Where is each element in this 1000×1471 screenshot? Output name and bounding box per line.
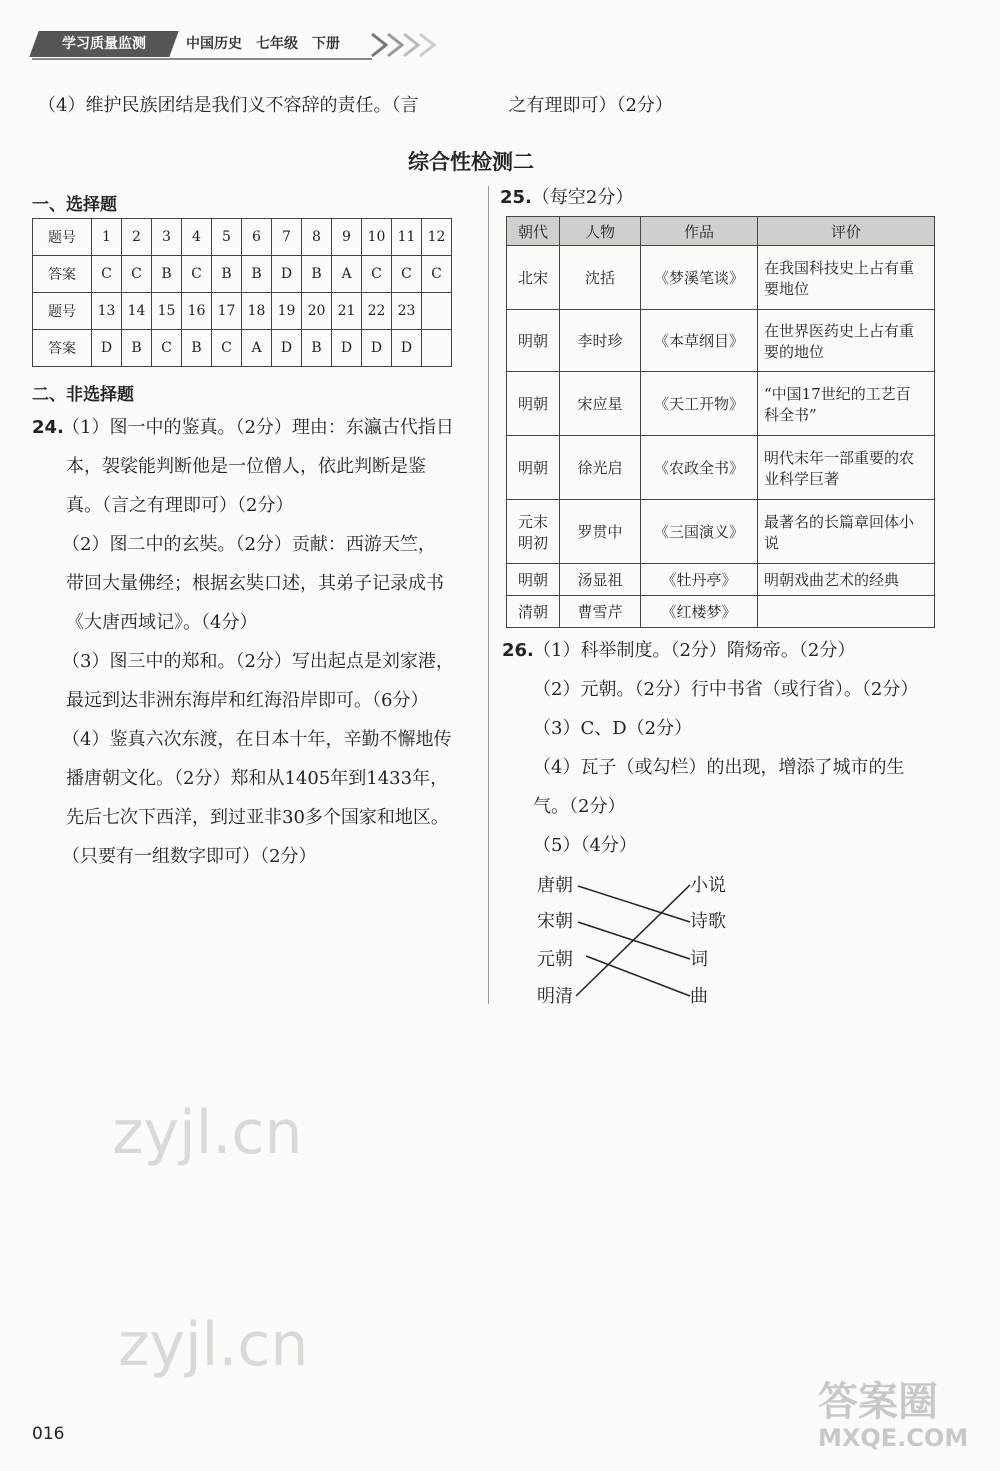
q25-row: 北宋 沈括 《梦溪笔谈》 在我国科技史上占有重 要地位	[507, 246, 935, 310]
match-right-item: 曲	[690, 986, 708, 1007]
q25-heading: 25.（每空2分）	[500, 187, 634, 208]
question-number-row: 题号 13 14 15 16 17 18 19 20 21 22 23	[33, 293, 452, 330]
answer-row: 答案 C C B C B B D B A C C C	[33, 256, 452, 293]
q24-line: 最远到达非洲东海岸和红海沿岸即可。（6分）	[66, 690, 429, 711]
q26-line: （2）元朝。（2分）行中书省（或行省）。（2分）	[533, 679, 919, 700]
page-title: 综合性检测二	[408, 150, 534, 174]
match-left-item: 元朝	[537, 949, 573, 970]
q25-row: 明朝 宋应星 《天工开物》 “中国17世纪的工艺百 科全书”	[507, 372, 935, 436]
q24-line: 真。（言之有理即可）（2分）	[66, 495, 294, 516]
header-rule	[32, 58, 372, 60]
q24-line: （3）图三中的郑和。（2分）写出起点是刘家港，	[62, 651, 454, 672]
header-subtitle: 中国历史 七年级 下册	[186, 36, 340, 52]
section-choice-heading: 一、选择题	[32, 195, 117, 215]
q24-line: （4）鉴真六次东渡，在日本十年，辛勤不懈地传	[62, 729, 452, 750]
q25-header-row: 朝代 人物 作品 评价	[507, 217, 935, 246]
q24-line: （2）图二中的玄奘。（2分）贡献：西游天竺，	[62, 534, 436, 555]
q26-line: 气。（2分）	[533, 796, 626, 817]
match-right-item: 小说	[690, 875, 726, 896]
question-number-row: 题号 1 2 3 4 5 6 7 8 9 10 11 12	[33, 219, 452, 256]
q24-number: 24.	[32, 417, 64, 438]
answer-row: 答案 D B C B C A D B D D D	[33, 330, 452, 367]
q26-line: （3）C、D（2分）	[533, 718, 693, 739]
header-tag: 学习质量监测	[29, 31, 178, 57]
q26-line: （4）瓦子（或勾栏）的出现，增添了城市的生	[533, 757, 905, 778]
match-left-item: 唐朝	[537, 875, 573, 896]
column-divider	[488, 186, 489, 1004]
section-nonchoice-heading: 二、非选择题	[32, 385, 134, 405]
header-chevron-icon	[370, 30, 436, 60]
q25-row: 明朝 李时珍 《本草纲目》 在世界医药史上占有重 要的地位	[507, 310, 935, 372]
q26-number: 26.	[502, 640, 534, 661]
q24-line: 本，袈裟能判断他是一位僧人，依此判断是鉴	[66, 456, 426, 477]
page-number: 016	[32, 1424, 65, 1444]
q24-line: （1）图一中的鉴真。（2分）理由：东瀛古代指日	[62, 417, 454, 438]
top-answer-line: （4）维护民族团结是我们义不容辞的责任。（言 之有理即可）（2分）	[38, 95, 673, 116]
q25-row: 清朝 曹雪芹 《红楼梦》	[507, 596, 935, 628]
match-left-item: 明清	[537, 986, 573, 1007]
matching-lines	[570, 870, 700, 1010]
q24-line: 带回大量佛经；根据玄奘口述，其弟子记录成书	[66, 573, 444, 594]
q25-row: 元末明初 罗贯中 《三国演义》 最著名的长篇章回体小 说	[507, 500, 935, 564]
site-logo: 答案圈 MXQE.COM	[818, 1379, 969, 1452]
q24-line: 先后七次下西洋，到过亚非30多个国家和地区。	[66, 807, 449, 828]
match-right-item: 诗歌	[690, 911, 726, 932]
q25-row: 明朝 汤显祖 《牡丹亭》 明朝戏曲艺术的经典	[507, 564, 935, 596]
q25-table	[506, 216, 935, 628]
q24-line: 播唐朝文化。（2分）郑和从1405年到1433年，	[66, 768, 449, 789]
watermark: zyjl.cn	[118, 1310, 309, 1380]
q24-line: 《大唐西域记》。（4分）	[66, 612, 258, 633]
q26-line: （5）（4分）	[533, 835, 637, 856]
choice-answer-table	[32, 218, 452, 367]
q24-line: （只要有一组数字即可）（2分）	[62, 846, 317, 867]
watermark: zyjl.cn	[112, 1098, 303, 1168]
q26-line: （1）科举制度。（2分）隋炀帝。（2分）	[533, 640, 856, 661]
q25-row: 明朝 徐光启 《农政全书》 明代末年一部重要的农 业科学巨著	[507, 436, 935, 500]
match-right-item: 词	[690, 949, 708, 970]
match-left-item: 宋朝	[537, 911, 573, 932]
